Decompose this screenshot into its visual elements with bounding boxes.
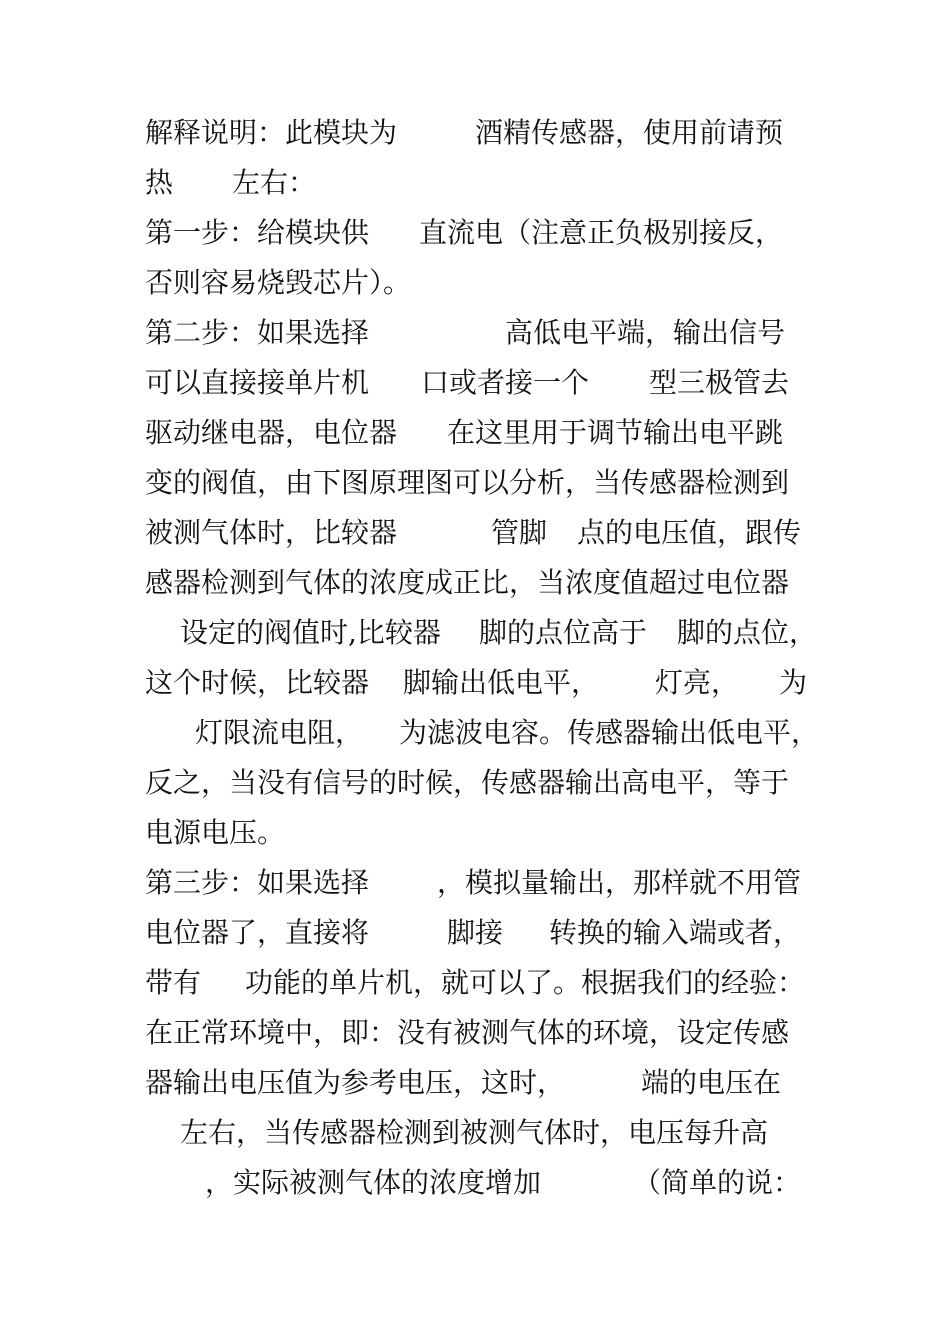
text-fragment: 高低电平端，输出信号 — [505, 316, 786, 349]
text-fragment: 左右： — [232, 166, 317, 199]
text-line — [145, 858, 810, 908]
text-fragment: 为滤波电容。传感器输出低电平， — [399, 716, 820, 749]
text-fragment: 解释说明：此模块为 — [145, 116, 398, 149]
text-line — [145, 358, 810, 408]
text-fragment: 灯限流电阻， — [195, 716, 364, 749]
text-fragment: 驱动继电器，电位器 — [145, 416, 398, 449]
text-line — [145, 1008, 810, 1058]
text-line — [145, 808, 810, 858]
text-line — [145, 408, 810, 458]
text-fragment: 为 — [779, 666, 808, 699]
text-fragment: 酒精传感器，使用前请预 — [475, 116, 784, 149]
text-fragment: 感器检测到气体的浓度成正比，当浓度值超过电位器 — [145, 566, 790, 599]
text-fragment: 被测气体时，比较器 — [145, 516, 398, 549]
text-line — [145, 508, 810, 558]
text-fragment: 端的电压在 — [641, 1066, 782, 1099]
text-line — [145, 308, 810, 358]
text-fragment: 设定的阀值时,比较器 — [180, 616, 441, 649]
text-fragment: 第二步：如果选择 — [145, 316, 370, 349]
text-fragment: 第三步：如果选择 — [145, 866, 370, 899]
text-fragment: 直流电（注意正负极别接反， — [419, 216, 784, 249]
text-fragment: 左右，当传感器检测到被测气体时，电压每升高 — [180, 1116, 769, 1149]
text-line — [145, 908, 810, 958]
text-line — [145, 658, 810, 708]
text-fragment: 脚的点位， — [677, 616, 818, 649]
text-fragment: 带有 — [145, 966, 202, 999]
text-line — [145, 958, 810, 1008]
text-fragment: 反之，当没有信号的时候，传感器输出高电平，等于 — [145, 766, 790, 799]
text-fragment: 脚的点位高于 — [479, 616, 648, 649]
text-fragment: 口或者接一个 — [421, 366, 590, 399]
text-fragment: 管脚 — [491, 516, 548, 549]
text-fragment: （简单的说： — [633, 1166, 802, 1199]
text-line — [145, 1058, 810, 1108]
text-fragment: 电位器了，直接将 — [145, 916, 370, 949]
text-fragment: 变的阀值，由下图原理图可以分析，当传感器检测到 — [145, 466, 790, 499]
text-line — [145, 208, 810, 258]
text-fragment: 在正常环境中，即：没有被测气体的环境，设定传感 — [145, 1016, 790, 1049]
document-body — [145, 108, 820, 1208]
text-fragment: 脚接 — [447, 916, 504, 949]
text-line — [145, 1108, 810, 1158]
text-fragment: 在这里用于调节输出电平跳 — [447, 416, 784, 449]
text-line — [145, 458, 810, 508]
text-fragment: 脚输出低电平， — [403, 666, 600, 699]
text-line — [145, 558, 810, 608]
text-fragment: 第一步：给模块供 — [145, 216, 370, 249]
text-fragment: 电源电压。 — [145, 816, 286, 849]
text-line — [145, 258, 810, 308]
text-fragment: 热 — [145, 166, 174, 199]
text-line — [145, 1158, 810, 1208]
text-fragment: 这个时候，比较器 — [145, 666, 370, 699]
text-fragment: 功能的单片机，就可以了。根据我们的经验： — [245, 966, 806, 999]
text-fragment: 灯亮， — [655, 666, 740, 699]
text-fragment: 型三极管去 — [649, 366, 790, 399]
text-fragment: ，实际被测气体的浓度增加 — [205, 1166, 542, 1199]
text-fragment: 可以直接接单片机 — [145, 366, 370, 399]
text-fragment: ，模拟量输出，那样就不用管 — [437, 866, 802, 899]
text-line — [145, 608, 818, 658]
text-fragment: 转换的输入端或者， — [549, 916, 802, 949]
text-fragment: 否则容易烧毁芯片）。 — [145, 266, 412, 299]
text-line — [145, 158, 810, 208]
text-line — [145, 758, 810, 808]
text-line — [145, 108, 810, 158]
text-line — [145, 708, 820, 758]
text-fragment: 器输出电压值为参考电压，这时， — [145, 1066, 566, 1099]
text-fragment: 点的电压值，跟传 — [577, 516, 802, 549]
